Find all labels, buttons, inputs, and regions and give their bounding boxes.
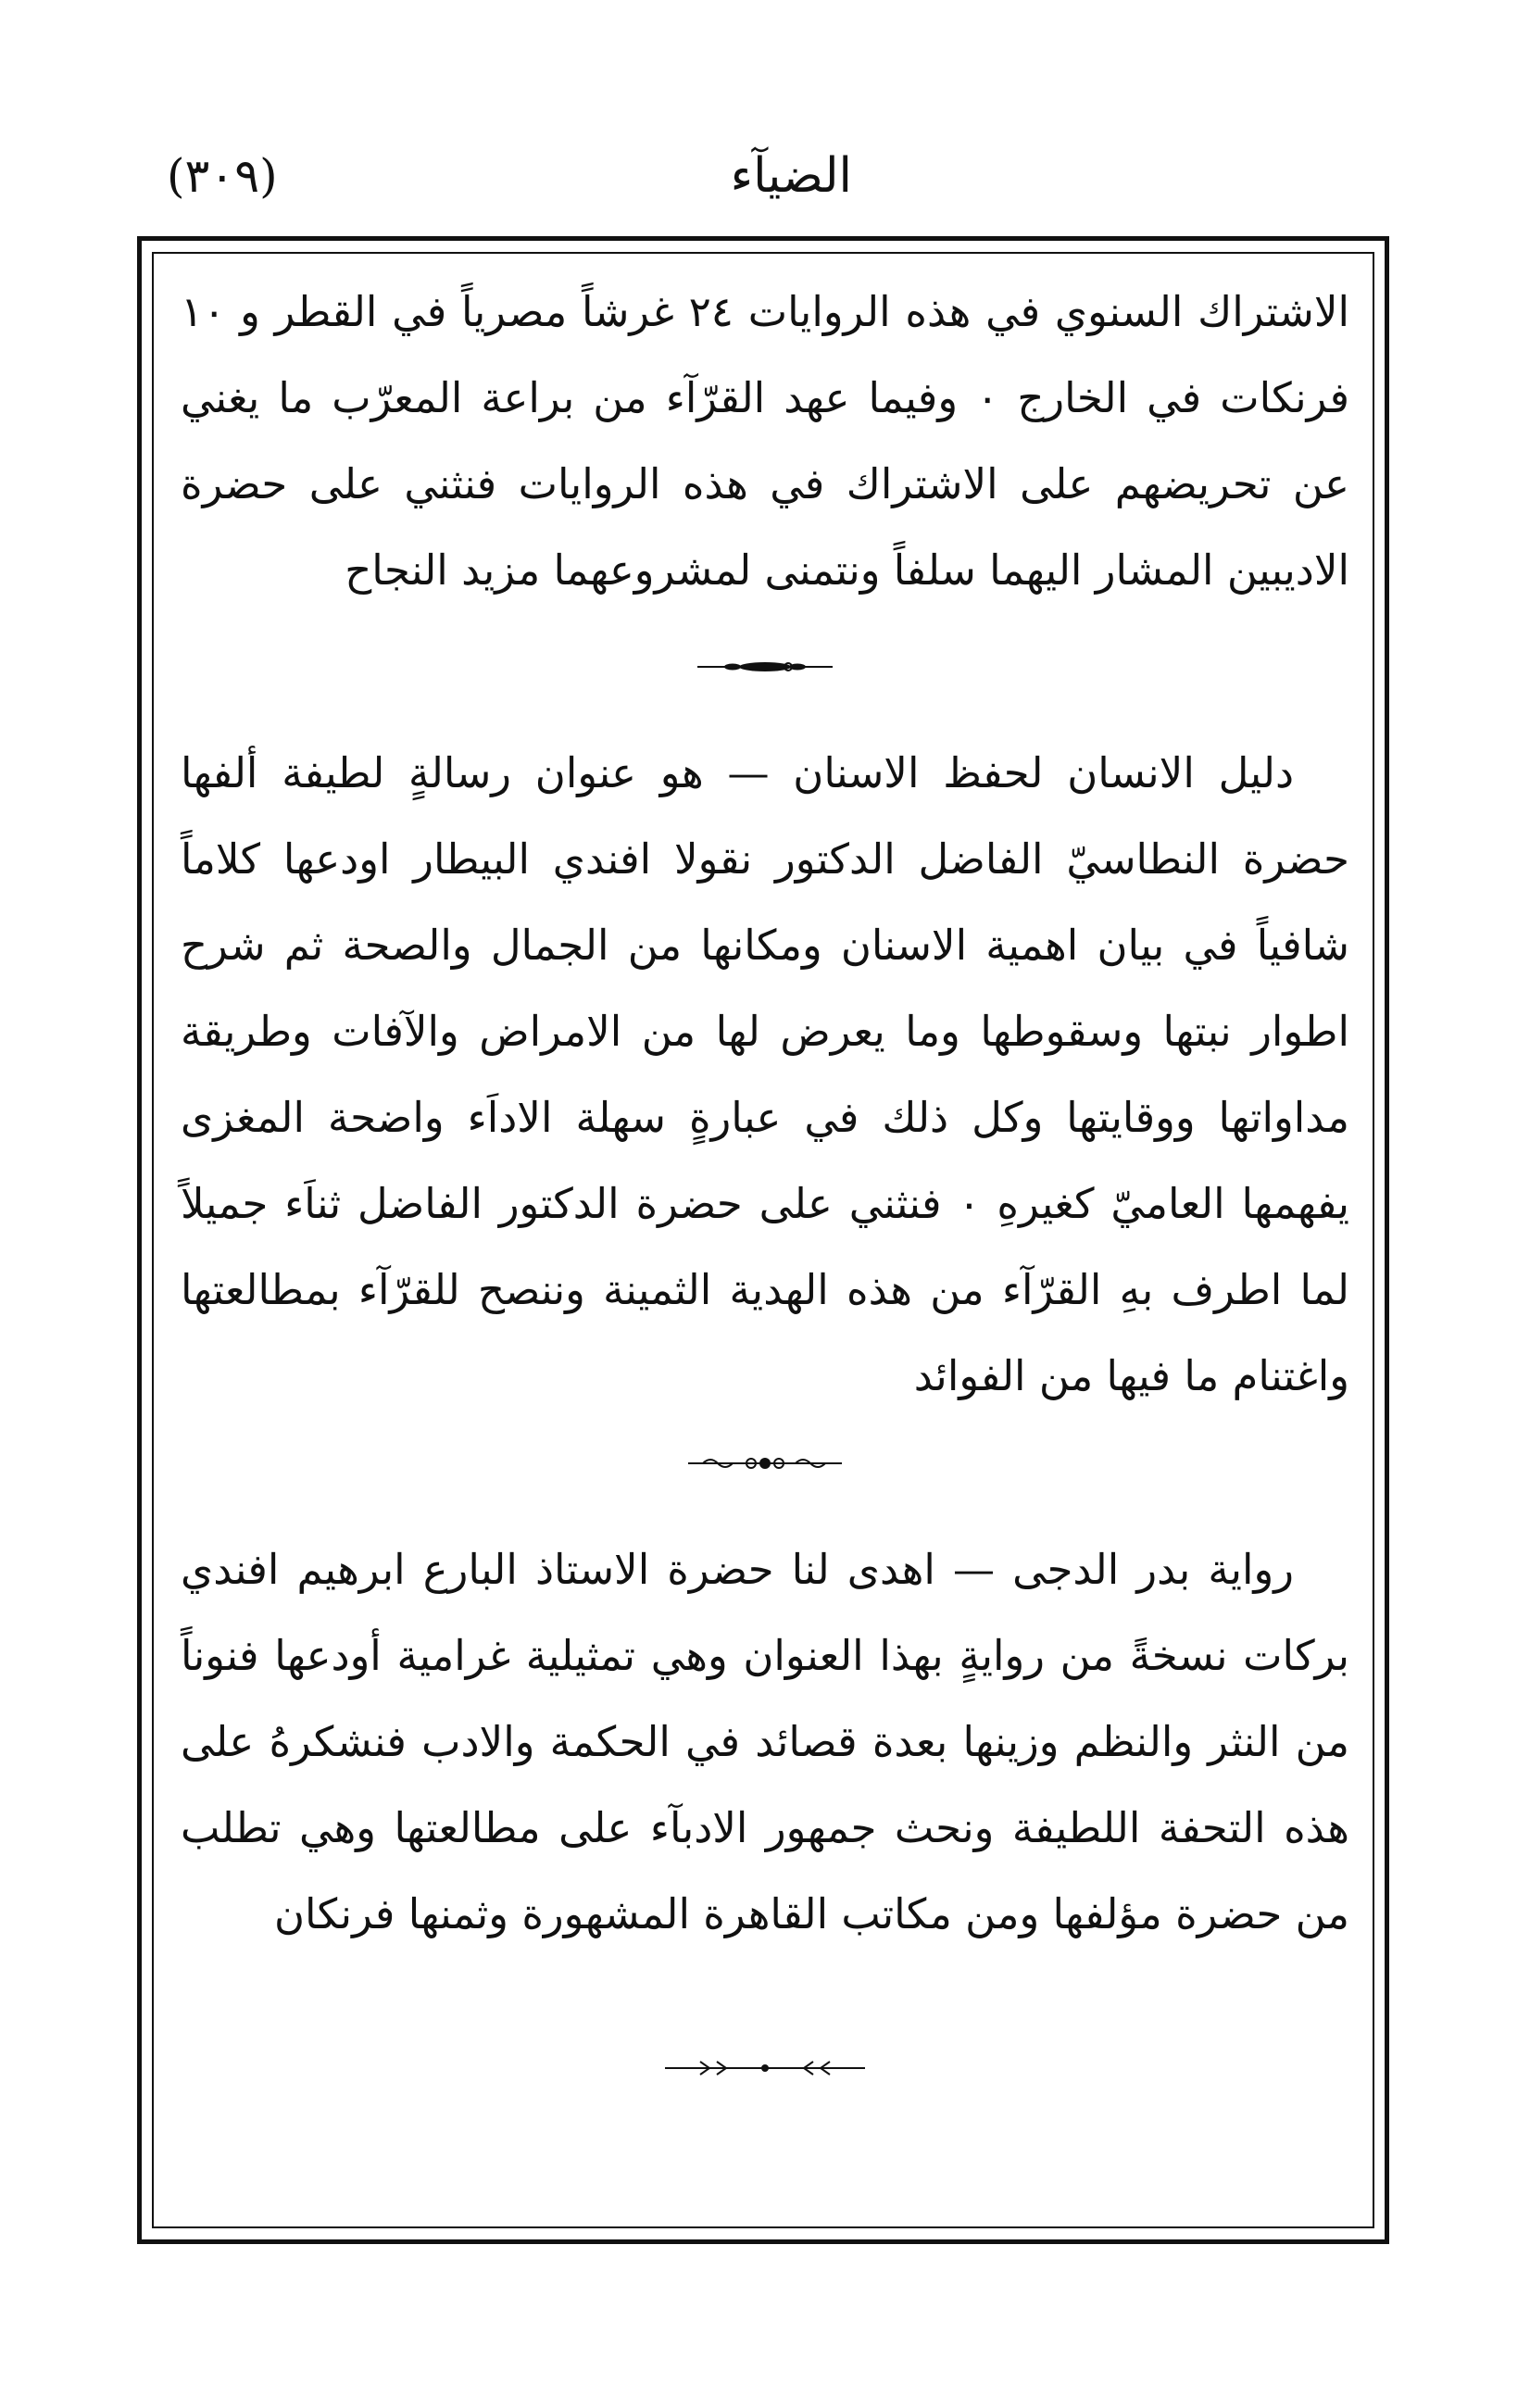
- novel-review: رواية بدر الدجى — اهدى لنا حضرة الاستاذ البارع ابرهيم افندي بركات نسخةً من روايةٍ بهذا العنوان وهي تمثيلية غرامية أودعها فنوناً من النثر والنظم وزينها بعدة قصائد في الحكمة والادب فنشكرهُ على هذه التحفة اللطيفة ونحث جمهور الادبآء على مطالعتها وهي تطلب من حضرة مؤلفها ومن مكاتب القاهرة المشهورة وثمنها فرنكان: [181, 1545, 1349, 1938]
- flourish-divider-icon: [686, 1454, 844, 1473]
- subscription-paragraph: الاشتراك السنوي في هذه الروايات ٢٤ غرشاً مصرياً في القطر و ١٠ فرنكات في الخارج ٠ وفيما عهد القرّآء من براعة المعرّب ما يغني عن تحريضهم على الاشتراك في هذه الروايات فنثني على حضرة الاديبين المشار اليهما سلفاً ونتمنى لمشروعهما مزيد النجاح: [181, 287, 1350, 595]
- arrow-divider-icon: [663, 2059, 867, 2077]
- flourish-divider-icon: [696, 658, 834, 676]
- journal-title: الضيآء: [730, 148, 852, 204]
- dental-booklet-review: دليل الانسان لحفظ الاسنان — هو عنوان رسالةٍ لطيفة ألفها حضرة النطاسيّ الفاضل الدكتور نقولا افندي البيطار اودعها كلاماً شافياً في بيان اهمية الاسنان ومكانها من الجمال والصحة ثم شرح اطوار نبتها وسقوطها وما يعرض لها من الامراض والآفات وطريقة مداواتها ووقايتها وكل ذلك في عبارةٍ سهلة الاداَء واضحة المغزى يفهمها العاميّ كغيرهِ ٠ فنثني على حضرة الدكتور الفاضل ثناَء جميلاً لما اطرف بهِ القرّآء من هذه الهدية الثمينة وننصح للقرّآء بمطالعتها واغتنام ما فيها من الفوائد: [181, 748, 1349, 1400]
- page-header: [148, 139, 1380, 213]
- article-body: [181, 269, 1349, 2077]
- page-number: (٣٠٩): [167, 149, 278, 203]
